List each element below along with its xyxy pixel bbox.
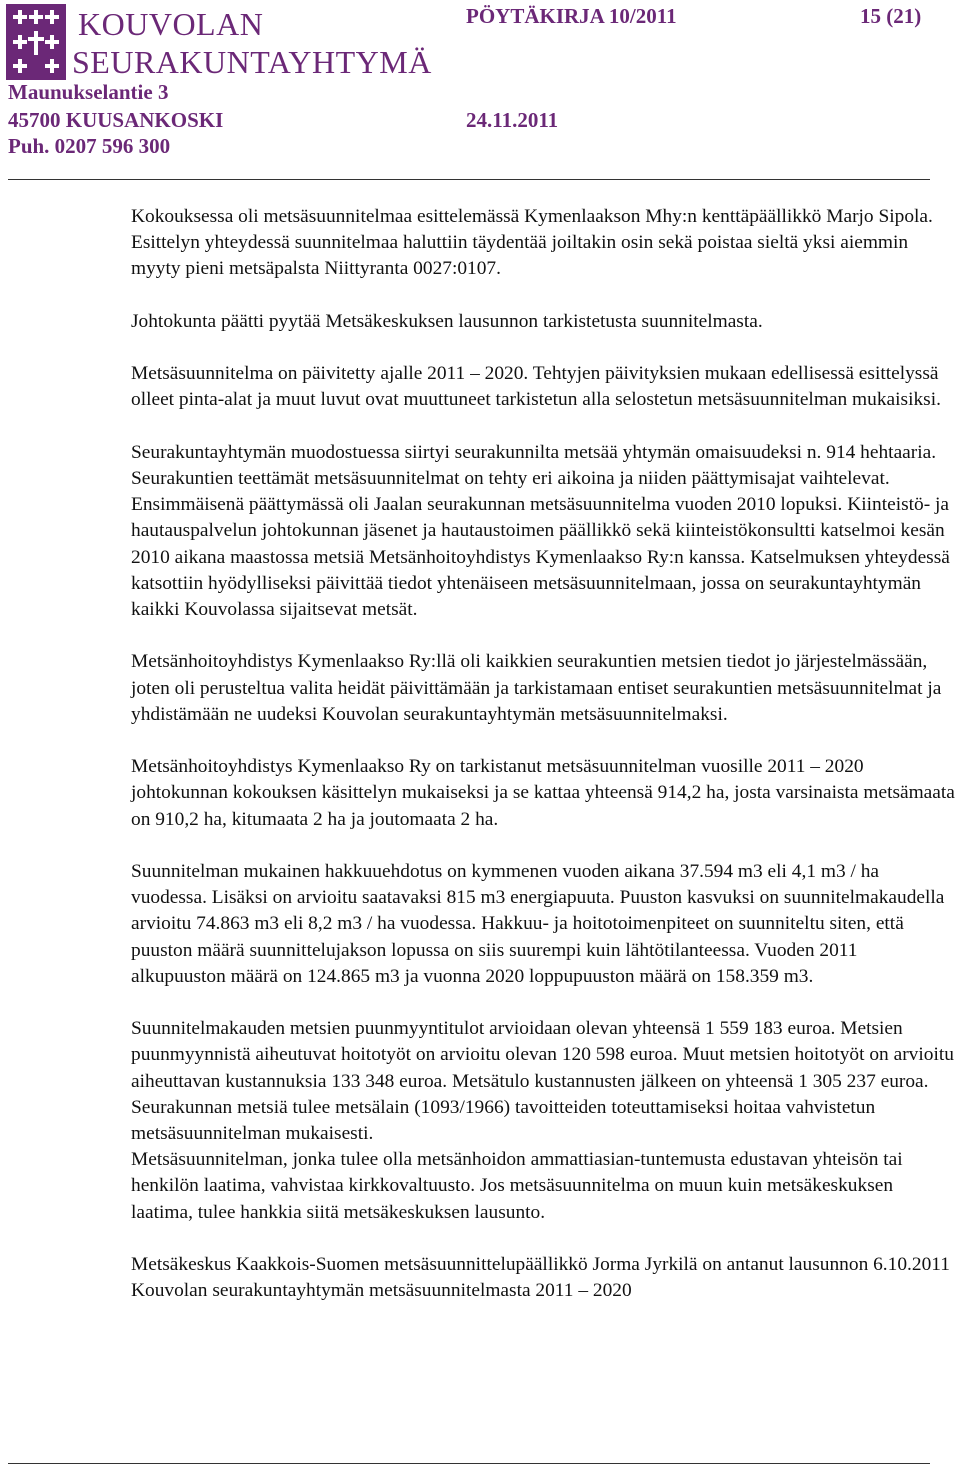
paragraph: Metsänhoitoyhdistys Kymenlaakso Ry:llä oli kaikkien seurakuntien metsien tiedot jo järjestelmässään, joten oli perusteltua valita heidät päivittämään ja tarkistamaan entiset seurakuntien metsäsuunnitelmat ja yhdistämään ne uudeksi Kouvolan seurakuntayhtymän metsäsuunnitelmaksi. <box>131 651 942 725</box>
organization-name-line2: SEURAKUNTAYHTYMÄ <box>72 44 432 80</box>
document-body <box>131 204 957 1304</box>
paragraph: Johtokunta päätti pyytää Metsäkeskuksen lausunnon tarkistetusta suunnitelmasta. <box>131 310 763 332</box>
footer-divider <box>8 1463 930 1464</box>
page-number: 15 (21) <box>860 4 922 28</box>
document-date: 24.11.2011 <box>466 108 559 132</box>
header-divider <box>8 179 930 180</box>
organization-name-line1: KOUVOLAN <box>78 6 264 42</box>
paragraph: Metsäsuunnitelma on päivitetty ajalle 2011 – 2020. Tehtyjen päivityksien mukaan edellisessä esittelyssä olleet pinta-alat ja muut luvut ovat muuttuneet tarkistetun alla selostetun metsäsuunnitelman mukaisiksi. <box>131 363 941 411</box>
paragraph: Metsäsuunnitelman, jonka tulee olla metsänhoidon ammattiasian-tuntemusta edustavan yhteisön tai henkilön laatima, vahvistaa kirkkovaltuusto. Jos metsäsuunnitelma on muun kuin metsäkeskuksen laatima, tulee hankkia siitä metsäkeskuksen lausunto. <box>131 1149 903 1223</box>
paragraph: Seurakuntayhtymän muodostuessa siirtyi seurakunnilta metsää yhtymän omaisuudeksi n. 914 hehtaaria. Seurakuntien teettämät metsäsuunnitelmat on tehty eri aikoina ja niiden päättymisajat vaihtelevat. Ensimmäisenä päättymässä oli Jaalan seurakunnan metsäsuunnitelma vuoden 2010 lopuksi. Kiinteistö- ja hautauspalvelun johtokunnan jäsenet ja hautaustoimen päällikkö sekä kiinteistökonsultti katselmoi kesän 2010 aikana maastossa metsiä Metsänhoitoyhdistys Kymenlaakso Ry:n kanssa. Katselmuksen yhteydessä katsottiin hyödylliseksi päivittää tiedot yhtenäiseen metsäsuunnitelmaan, jossa on seurakuntayhtymän kaikki Kouvolassa sijaitsevat metsät. <box>131 441 950 620</box>
document-title: PÖYTÄKIRJA 10/2011 <box>466 4 677 28</box>
paragraph: Metsäkeskus Kaakkois-Suomen metsäsuunnittelupäällikkö Jorma Jyrkilä on antanut lausunnon 6.10.2011 Kouvolan seurakuntayhtymän metsäsuunnitelmasta 2011 – 2020 <box>131 1254 950 1302</box>
paragraph: Seurakunnan metsiä tulee metsälain (1093/1966) tavoitteiden toteuttamiseksi hoitaa vahvistetun metsäsuunnitelman mukaisesti. <box>131 1096 876 1144</box>
paragraph: Kokouksessa oli metsäsuunnitelmaa esittelemässä Kymenlaakson Mhy:n kenttäpäällikkö Marjo Sipola. Esittelyn yhteydessä suunnitelmaa haluttiin täydentää joiltakin osin sekä poistaa sieltä yksi aiemmin myyty pieni metsäpalsta Niittyranta 0027:0107. <box>131 206 933 280</box>
paragraph: Metsänhoitoyhdistys Kymenlaakso Ry on tarkistanut metsäsuunnitelman vuosille 2011 – 2020 johtokunnan kokouksen käsittelyn mukaiseksi ja se kattaa yhteensä 914,2 ha, josta varsinaista metsämaata on 910,2 ha, kitumaata 2 ha ja joutomaata 2 ha. <box>131 756 955 830</box>
crosses-crest-icon <box>6 4 66 80</box>
organization-logo <box>6 4 446 84</box>
address-city: 45700 KUUSANKOSKI <box>8 108 224 132</box>
address-street: Maunukselantie 3 <box>8 80 169 104</box>
paragraph: Suunnitelmakauden metsien puunmyyntitulot arvioidaan olevan yhteensä 1 559 183 euroa. Metsien puunmyynnistä aiheutuvat hoitotyöt on arvioitu olevan 120 598 euroa. Muut metsien hoitotyöt on arvioitu aiheuttavan kustannuksia 133 348 euroa. Metsätulo kustannusten jälkeen on yhteensä 1 305 237 euroa. <box>131 1018 954 1092</box>
paragraph: Suunnitelman mukainen hakkuuehdotus on kymmenen vuoden aikana 37.594 m3 eli 4,1 m3 / ha vuodessa. Lisäksi on arvioitu saatavaksi 815 m3 energiapuuta. Puuston kasvuksi on suunnitelmakaudella arvioitu 74.863 m3 eli 8,2 m3 / ha vuodessa. Hakkuu- ja hoitotoimenpiteet on suunniteltu siten, että puuston määrä suunnittelujakson lopussa on siis suurempi kuin lähtötilanteessa. Vuoden 2011 alkupuuston määrä on 124.865 m3 ja vuonna 2020 loppupuuston määrä on 158.359 m3. <box>131 860 945 987</box>
phone-number: Puh. 0207 596 300 <box>8 134 171 158</box>
